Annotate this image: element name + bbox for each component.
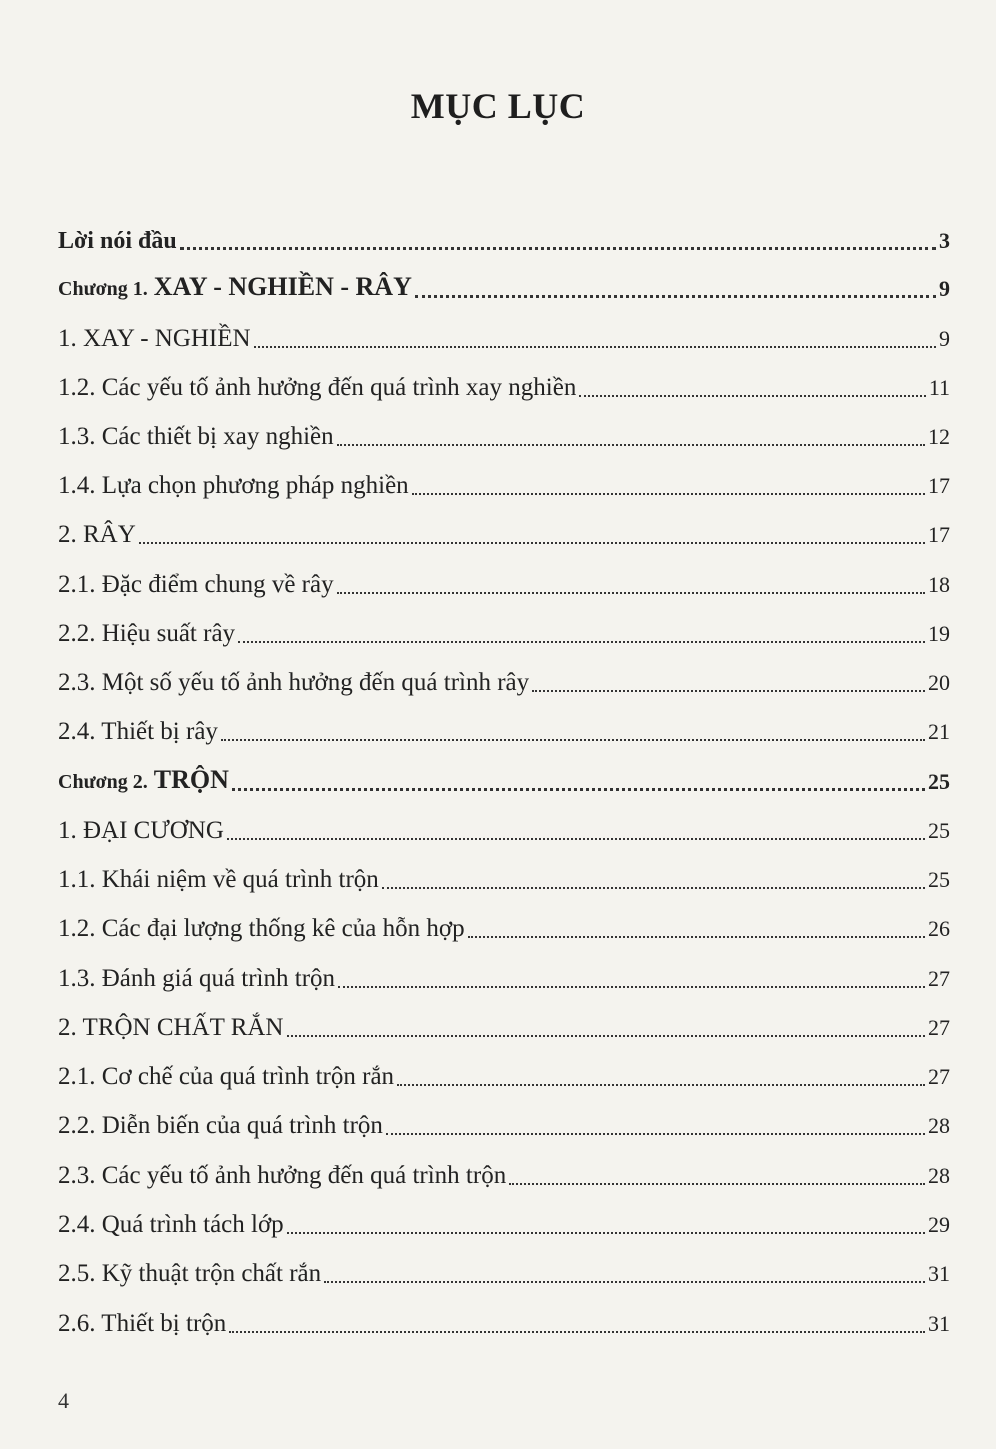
dot-leader bbox=[468, 936, 925, 938]
toc-label: 1.3. Các thiết bị xay nghiền bbox=[58, 423, 334, 450]
toc-entry[interactable] bbox=[58, 960, 950, 994]
dot-leader bbox=[337, 592, 925, 594]
toc-label: 1.1. Khái niệm về quá trình trộn bbox=[58, 866, 379, 893]
toc-label: 2.4. Thiết bị rây bbox=[58, 718, 218, 745]
toc-label: 1.2. Các yếu tố ảnh hưởng đến quá trình xay nghiền bbox=[58, 374, 577, 401]
toc-label: 1.4. Lựa chọn phương pháp nghiền bbox=[58, 472, 409, 499]
toc-label: 2.5. Kỹ thuật trộn chất rắn bbox=[58, 1260, 322, 1287]
toc-page-number: 25 bbox=[928, 867, 950, 892]
dot-leader bbox=[287, 1035, 926, 1037]
dot-leader bbox=[397, 1084, 925, 1086]
toc-entry[interactable] bbox=[58, 566, 950, 600]
dot-leader bbox=[382, 887, 925, 889]
toc-page-number: 29 bbox=[928, 1212, 950, 1237]
dot-leader bbox=[386, 1133, 925, 1135]
toc-entry-chapter-2[interactable] bbox=[58, 763, 950, 797]
dot-leader bbox=[509, 1183, 925, 1185]
toc-page-number: 25 bbox=[928, 818, 950, 843]
toc-entry[interactable] bbox=[58, 1305, 950, 1339]
toc-page-number: 28 bbox=[928, 1113, 950, 1138]
toc-entry[interactable] bbox=[58, 467, 950, 501]
dot-leader bbox=[532, 690, 925, 692]
toc-page-number: 17 bbox=[928, 522, 950, 547]
chapter-prefix: Chương 2. bbox=[58, 771, 148, 793]
toc-entry-chapter-1[interactable] bbox=[58, 270, 950, 304]
toc-page-number: 31 bbox=[928, 1311, 950, 1336]
toc-entry[interactable] bbox=[58, 369, 950, 403]
toc-page-number: 9 bbox=[939, 276, 950, 301]
toc-label: 1. ĐẠI CƯƠNG bbox=[58, 817, 224, 844]
toc-page-number: 28 bbox=[928, 1163, 950, 1188]
dot-leader bbox=[139, 542, 925, 544]
toc-entry[interactable] bbox=[58, 1009, 950, 1043]
toc-label: 2. TRỘN CHẤT RẮN bbox=[58, 1014, 284, 1041]
toc-label: 1. XAY - NGHIỀN bbox=[58, 325, 251, 352]
dot-leader bbox=[227, 838, 925, 840]
page-title: MỤC LỤC bbox=[410, 86, 586, 126]
toc-entry[interactable] bbox=[58, 1206, 950, 1240]
toc-page-number: 12 bbox=[928, 424, 950, 449]
dot-leader bbox=[337, 444, 925, 446]
toc-label bbox=[58, 272, 412, 304]
toc-page-number: 11 bbox=[928, 375, 950, 400]
toc-page-number: 20 bbox=[928, 670, 950, 695]
toc-label: 1.2. Các đại lượng thống kê của hỗn hợp bbox=[58, 915, 465, 942]
toc-entry[interactable] bbox=[58, 812, 950, 846]
dot-leader bbox=[579, 395, 925, 397]
toc-entry[interactable] bbox=[58, 713, 950, 747]
dot-leader bbox=[238, 641, 925, 643]
toc-page-number: 26 bbox=[928, 916, 950, 941]
toc-page-number: 27 bbox=[928, 1064, 950, 1089]
dot-leader bbox=[180, 247, 936, 250]
toc-entry[interactable] bbox=[58, 418, 950, 452]
toc-entry[interactable] bbox=[58, 1107, 950, 1141]
toc-label bbox=[58, 765, 229, 797]
toc-label: 2.6. Thiết bị trộn bbox=[58, 1310, 227, 1337]
chapter-title: XAY - NGHIỀN - RÂY bbox=[153, 272, 412, 301]
toc-label: 1.3. Đánh giá quá trình trộn bbox=[58, 965, 336, 992]
dot-leader bbox=[412, 493, 925, 495]
toc-page-number: 3 bbox=[939, 228, 950, 253]
dot-leader bbox=[287, 1232, 925, 1234]
toc-label: 2.2. Hiệu suất rây bbox=[58, 620, 236, 647]
toc-label: 2.4. Quá trình tách lớp bbox=[58, 1211, 284, 1238]
toc-entry[interactable] bbox=[58, 1157, 950, 1191]
toc-label: 2.1. Đặc điểm chung về rây bbox=[58, 571, 334, 598]
toc-entry-preface[interactable] bbox=[58, 222, 950, 256]
toc-entry[interactable] bbox=[58, 615, 950, 649]
toc-page-number: 9 bbox=[939, 326, 950, 351]
dot-leader bbox=[415, 295, 936, 298]
toc-entry[interactable] bbox=[58, 1255, 950, 1289]
toc-page-number: 19 bbox=[928, 621, 950, 646]
toc-page-number: 31 bbox=[928, 1261, 950, 1286]
chapter-title: TRỘN bbox=[153, 765, 229, 794]
dot-leader bbox=[254, 346, 936, 348]
dot-leader bbox=[338, 986, 925, 988]
toc-entry[interactable] bbox=[58, 861, 950, 895]
toc-entry[interactable] bbox=[58, 1058, 950, 1092]
toc-label: 2.2. Diễn biến của quá trình trộn bbox=[58, 1112, 383, 1139]
toc-entry[interactable] bbox=[58, 516, 950, 550]
toc-page-number: 27 bbox=[928, 966, 950, 991]
toc-page-number: 18 bbox=[928, 572, 950, 597]
toc-label: 2.1. Cơ chế của quá trình trộn rắn bbox=[58, 1063, 395, 1090]
dot-leader bbox=[221, 739, 925, 741]
toc-label: Lời nói đầu bbox=[58, 228, 177, 254]
dot-leader bbox=[229, 1331, 925, 1333]
dot-leader bbox=[232, 788, 925, 791]
toc-label: 2. RÂY bbox=[58, 521, 136, 548]
toc-entry[interactable] bbox=[58, 320, 950, 354]
toc-label: 2.3. Một số yếu tố ảnh hưởng đến quá trình rây bbox=[58, 669, 530, 696]
toc-page-number: 25 bbox=[928, 769, 950, 794]
toc-page-number: 17 bbox=[928, 473, 950, 498]
toc-entry[interactable] bbox=[58, 664, 950, 698]
chapter-prefix: Chương 1. bbox=[58, 278, 148, 300]
dot-leader bbox=[324, 1281, 925, 1283]
toc-entry[interactable] bbox=[58, 910, 950, 944]
toc-label: 2.3. Các yếu tố ảnh hưởng đến quá trình trộn bbox=[58, 1162, 507, 1189]
page-number: 4 bbox=[58, 1388, 69, 1413]
toc-page-number: 27 bbox=[928, 1015, 950, 1040]
toc-page-number: 21 bbox=[928, 719, 950, 744]
